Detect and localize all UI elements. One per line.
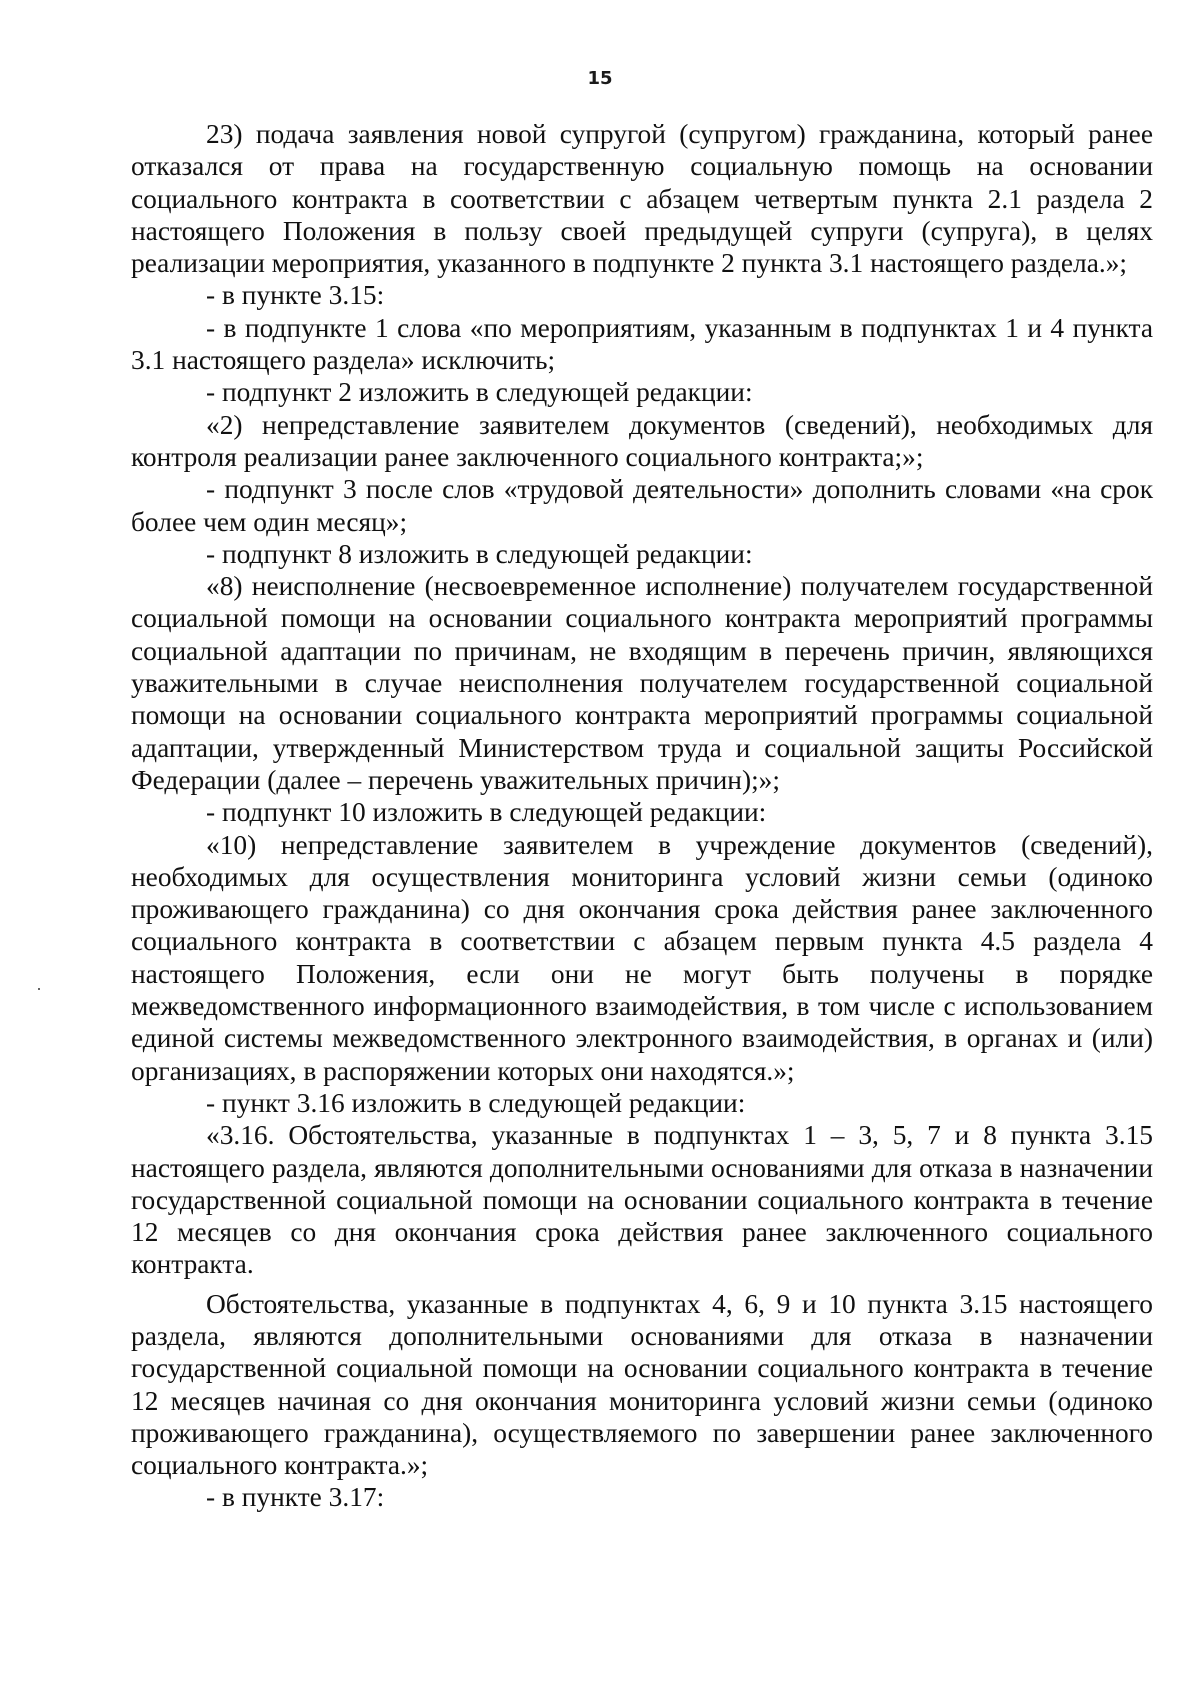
paragraph-subpoint-1-change: - в подпункте 1 слова «по мероприятиям, указанным в подпунктах 1 и 4 пункта 3.1 настоящего раздела» исключить;	[131, 312, 1153, 376]
paragraph-in-point-3-17: - в пункте 3.17:	[206, 1482, 385, 1513]
paragraph-point-3-16-text: «3.16. Обстоятельства, указанные в подпунктах 1 – 3, 5, 7 и 8 пункта 3.15 настоящего раздела, являются дополнительными основаниями для отказа в назначении государственной социальной помощи на основании социального контракта в течение 12 месяцев со дня окончания срока действия ранее заключенного социального контракта.	[131, 1120, 1153, 1280]
paragraph-point-3-16-second: Обстоятельства, указанные в подпунктах 4, 6, 9 и 10 пункта 3.15 настоящего раздела, являются дополнительными основаниями для отказа в назначении государственной социальной помощи на основании социального контракта в течение 12 месяцев начиная со дня окончания мониторинга условий жизни семьи (одиноко проживающего гражданина), осуществляемого по завершении ранее заключенного социального контракта.»;	[131, 1288, 1153, 1481]
paragraph-subpoint-8-text: «8) неисполнение (несвоевременное исполнение) получателем государственной социальной помощи на основании социального контракта мероприятий программы социальной адаптации по причинам, не входящим в перечень причин, являющихся уважительными в случае неисполнения получателем государственной социальной помощи на основании социального контракта мероприятий программы социальной адаптации, утвержденный Министерством труда и социальной защиты Российской Федерации (далее – перечень уважительных причин);»;	[131, 571, 1153, 795]
paragraph-subpoint-3-change: - подпункт 3 после слов «трудовой деятельности» дополнить словами «на срок более чем один месяц»;	[131, 474, 1153, 537]
document-body	[131, 118, 1153, 1514]
page-number: 15	[587, 68, 613, 89]
paragraph-subpoint-23: 23) подача заявления новой супругой (супругом) гражданина, который ранее отказался от права на государственную социальную помощь на основании социального контракта в соответствии с абзацем четвертым пункта 2.1 раздела 2 настоящего Положения в пользу своей предыдущей супруги (супруга), в целях реализации мероприятия, указанного в подпункте 2 пункта 3.1 настоящего раздела.»;	[131, 119, 1153, 279]
paragraph-point-3-16-intro: - пункт 3.16 изложить в следующей редакции:	[206, 1087, 746, 1118]
paragraph-subpoint-2-text: «2) непредставление заявителем документов (сведений), необходимых для контроля реализации ранее заключенного социального контракта;»;	[131, 409, 1153, 472]
paragraph-subpoint-2-intro: - подпункт 2 изложить в следующей редакции:	[206, 377, 753, 408]
scan-speck	[38, 988, 40, 990]
paragraph-subpoint-10-text: «10) непредставление заявителем в учреждение документов (сведений), необходимых для осуществления мониторинга условий жизни семьи (одиноко проживающего гражданина) со дня окончания срока действия ранее заключенного социального контракта в соответствии с абзацем первым пункта 4.5 раздела 4 настоящего Положения, если они не могут быть получены в порядке межведомственного информационного взаимодействия, в том числе с использованием единой системы межведомственного электронного взаимодействия, в органах и (или) организациях, в распоряжении которых они находятся.»;	[131, 829, 1153, 1086]
paragraph-subpoint-8-intro: - подпункт 8 изложить в следующей редакции:	[206, 538, 753, 569]
paragraph-subpoint-10-intro: - подпункт 10 изложить в следующей редакции:	[206, 797, 767, 828]
paragraph-in-point-3-15: - в пункте 3.15:	[206, 280, 385, 311]
